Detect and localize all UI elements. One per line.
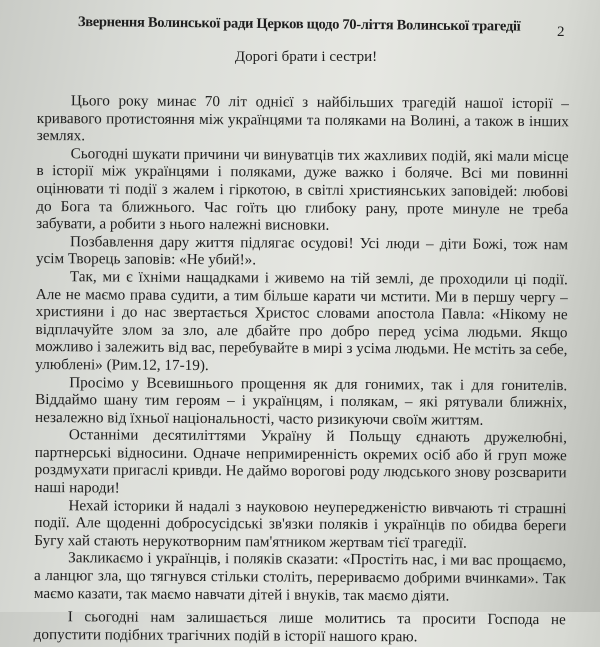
paragraph: Останніми десятиліттями Україну й Польщу єднають дружелюбні, партнерські відносини. Одначе непримиренність окремих осіб або й груп може роздмухати пригаслі кривди. Не даймо ворогові роду людського знову розсварити наші народи! (34, 426, 567, 497)
paragraph: Нехай історики й надалі з науковою неупередженістю вивчають ті страшні події. Але щоденні добросусідські зв'язки поляків і українців по обидва береги Бугу хай стають нерукотворним пам'ятником жертвам тієї трагедії. (34, 496, 567, 552)
paragraph: Цього року минає 70 літ однієї з найбільших трагедій нашої історії – кривавого протистояння між українцями та поляками на Волині, а також в інших землях. (36, 92, 569, 145)
greeting: Дорогі брати і сестри! (234, 49, 378, 65)
document-title: Звернення Волинської ради Церков щодо 70-ліття Волинської трагедії (77, 14, 521, 35)
paragraph: Так, ми є їхніми нащадками і живемо на тій землі, де проходили ці події. Але не маємо права судити, а тим більше карати чи мстити. Ми в першу чергу – християни і до нас звертається Христос словами апостола Павла: «Нікому не відплачуйте злом за зло, але дбайте про добро перед усіма людьми. Якщо можливо і залежить від вас, перебувайте в мирі з усіма людьми. Не мстіть за себе, улюблені» (Рим.12, 17-19). (35, 268, 568, 374)
page-number: 2 (557, 24, 565, 40)
paragraph: Позбавлення дару життя підлягає осудові! Усі люди – діти Божі, тож нам усім Творець заповів: «Не убий!». (35, 232, 569, 269)
paragraph: Сьогодні шукати причини чи винуватців тих жахливих подій, які мали місце в історії між українцями і поляками, дуже важко і боляче. Всі ми повинні оцінювати ті події з жалем і гіркотою, в світлі християнських заповідей: любові до Бога та ближнього. Час гоїть цю глибоку рану, проте минуле не треба забувати, а робити з нього належні висновки. (36, 144, 569, 234)
paragraph: Закликаємо і українців, і поляків сказати: «Простіть нас, і ми вас прощаємо, а ланцюг зла, що тягнувся стільки століть, перериваємо добрими вчинками». Так маємо казати, так маємо навчати дітей і внуків, так маємо діяти. (33, 549, 567, 605)
document-body (34, 92, 569, 647)
paragraph: І сьогодні нам залишається лише молитись та просити Господа не допустити подібних трагічних подій в історії нашого краю. (33, 608, 566, 646)
paragraph: Просімо у Всевишнього прощення як для гонимих, так і для гонителів. Віддаймо шану тим героям – і українцям, і полякам, – які рятували ближніх, незалежно від їхньої національності, часто ризикуючи своїм життям. (34, 373, 568, 429)
